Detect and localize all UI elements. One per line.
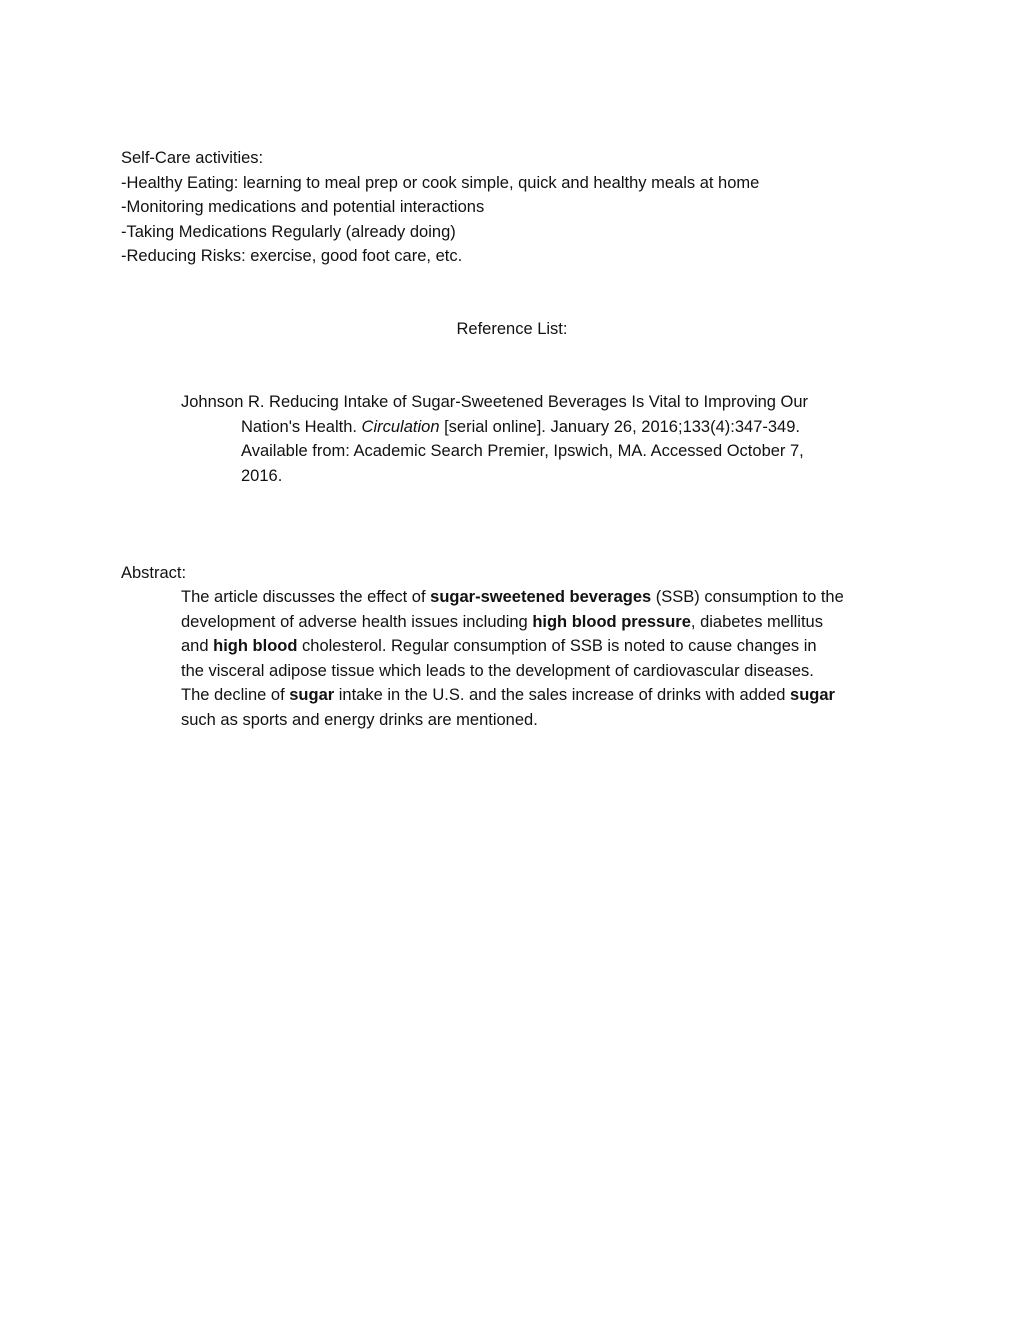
abstract-text: The article discusses the effect of (181, 588, 431, 606)
self-care-item: -Reducing Risks: exercise, good foot care, etc. (121, 247, 463, 265)
citation-text: [serial online]. January 26, 2016;133(4):347-349. (439, 417, 800, 436)
self-care-item: -Taking Medications Regularly (already doing) (121, 222, 456, 241)
abstract-line (181, 634, 941, 659)
abstract-keyword: high blood pressure (532, 612, 691, 631)
abstract-text: The decline of (181, 686, 290, 704)
abstract-text: and (181, 637, 214, 655)
self-care-item: -Monitoring medications and potential interactions (121, 198, 485, 216)
abstract-body (181, 585, 941, 732)
abstract-label: Abstract: (121, 564, 187, 582)
abstract-keyword: high blood (213, 637, 298, 655)
abstract-line: such as sports and energy drinks are mentioned. (181, 710, 538, 729)
citation-text: Nation's Health. (241, 417, 362, 436)
abstract-text: , diabetes mellitus (690, 612, 823, 631)
abstract-keyword: sugar-sweetened beverages (430, 588, 652, 606)
reference-citation (181, 390, 881, 488)
reference-list-heading: Reference List: (456, 320, 568, 338)
abstract-line (181, 610, 941, 635)
citation-line (181, 415, 881, 440)
abstract-text: development of adverse health issues including (181, 612, 533, 631)
abstract-text: (SSB) consumption to the (651, 588, 844, 606)
abstract-line (181, 683, 941, 708)
citation-line: Johnson R. Reducing Intake of Sugar-Sweetened Beverages Is Vital to Improving Our (181, 393, 809, 411)
abstract-text: intake in the U.S. and the sales increase of drinks with added (334, 686, 791, 704)
abstract-text: cholesterol. Regular consumption of SSB is noted to cause changes in (297, 637, 817, 655)
self-care-heading: Self-Care activities: (121, 149, 264, 167)
self-care-item: -Healthy Eating: learning to meal prep or cook simple, quick and healthy meals at home (121, 173, 760, 192)
self-care-section (121, 146, 921, 269)
abstract-keyword: sugar (289, 686, 335, 704)
abstract-line: the visceral adipose tissue which leads to the development of cardiovascular diseases. (181, 661, 814, 680)
citation-line: Available from: Academic Search Premier, Ipswich, MA. Accessed October 7, (241, 442, 804, 460)
abstract-line (181, 585, 941, 610)
citation-line: 2016. (241, 466, 283, 485)
journal-title: Circulation (361, 417, 440, 436)
abstract-keyword: sugar (790, 686, 835, 704)
